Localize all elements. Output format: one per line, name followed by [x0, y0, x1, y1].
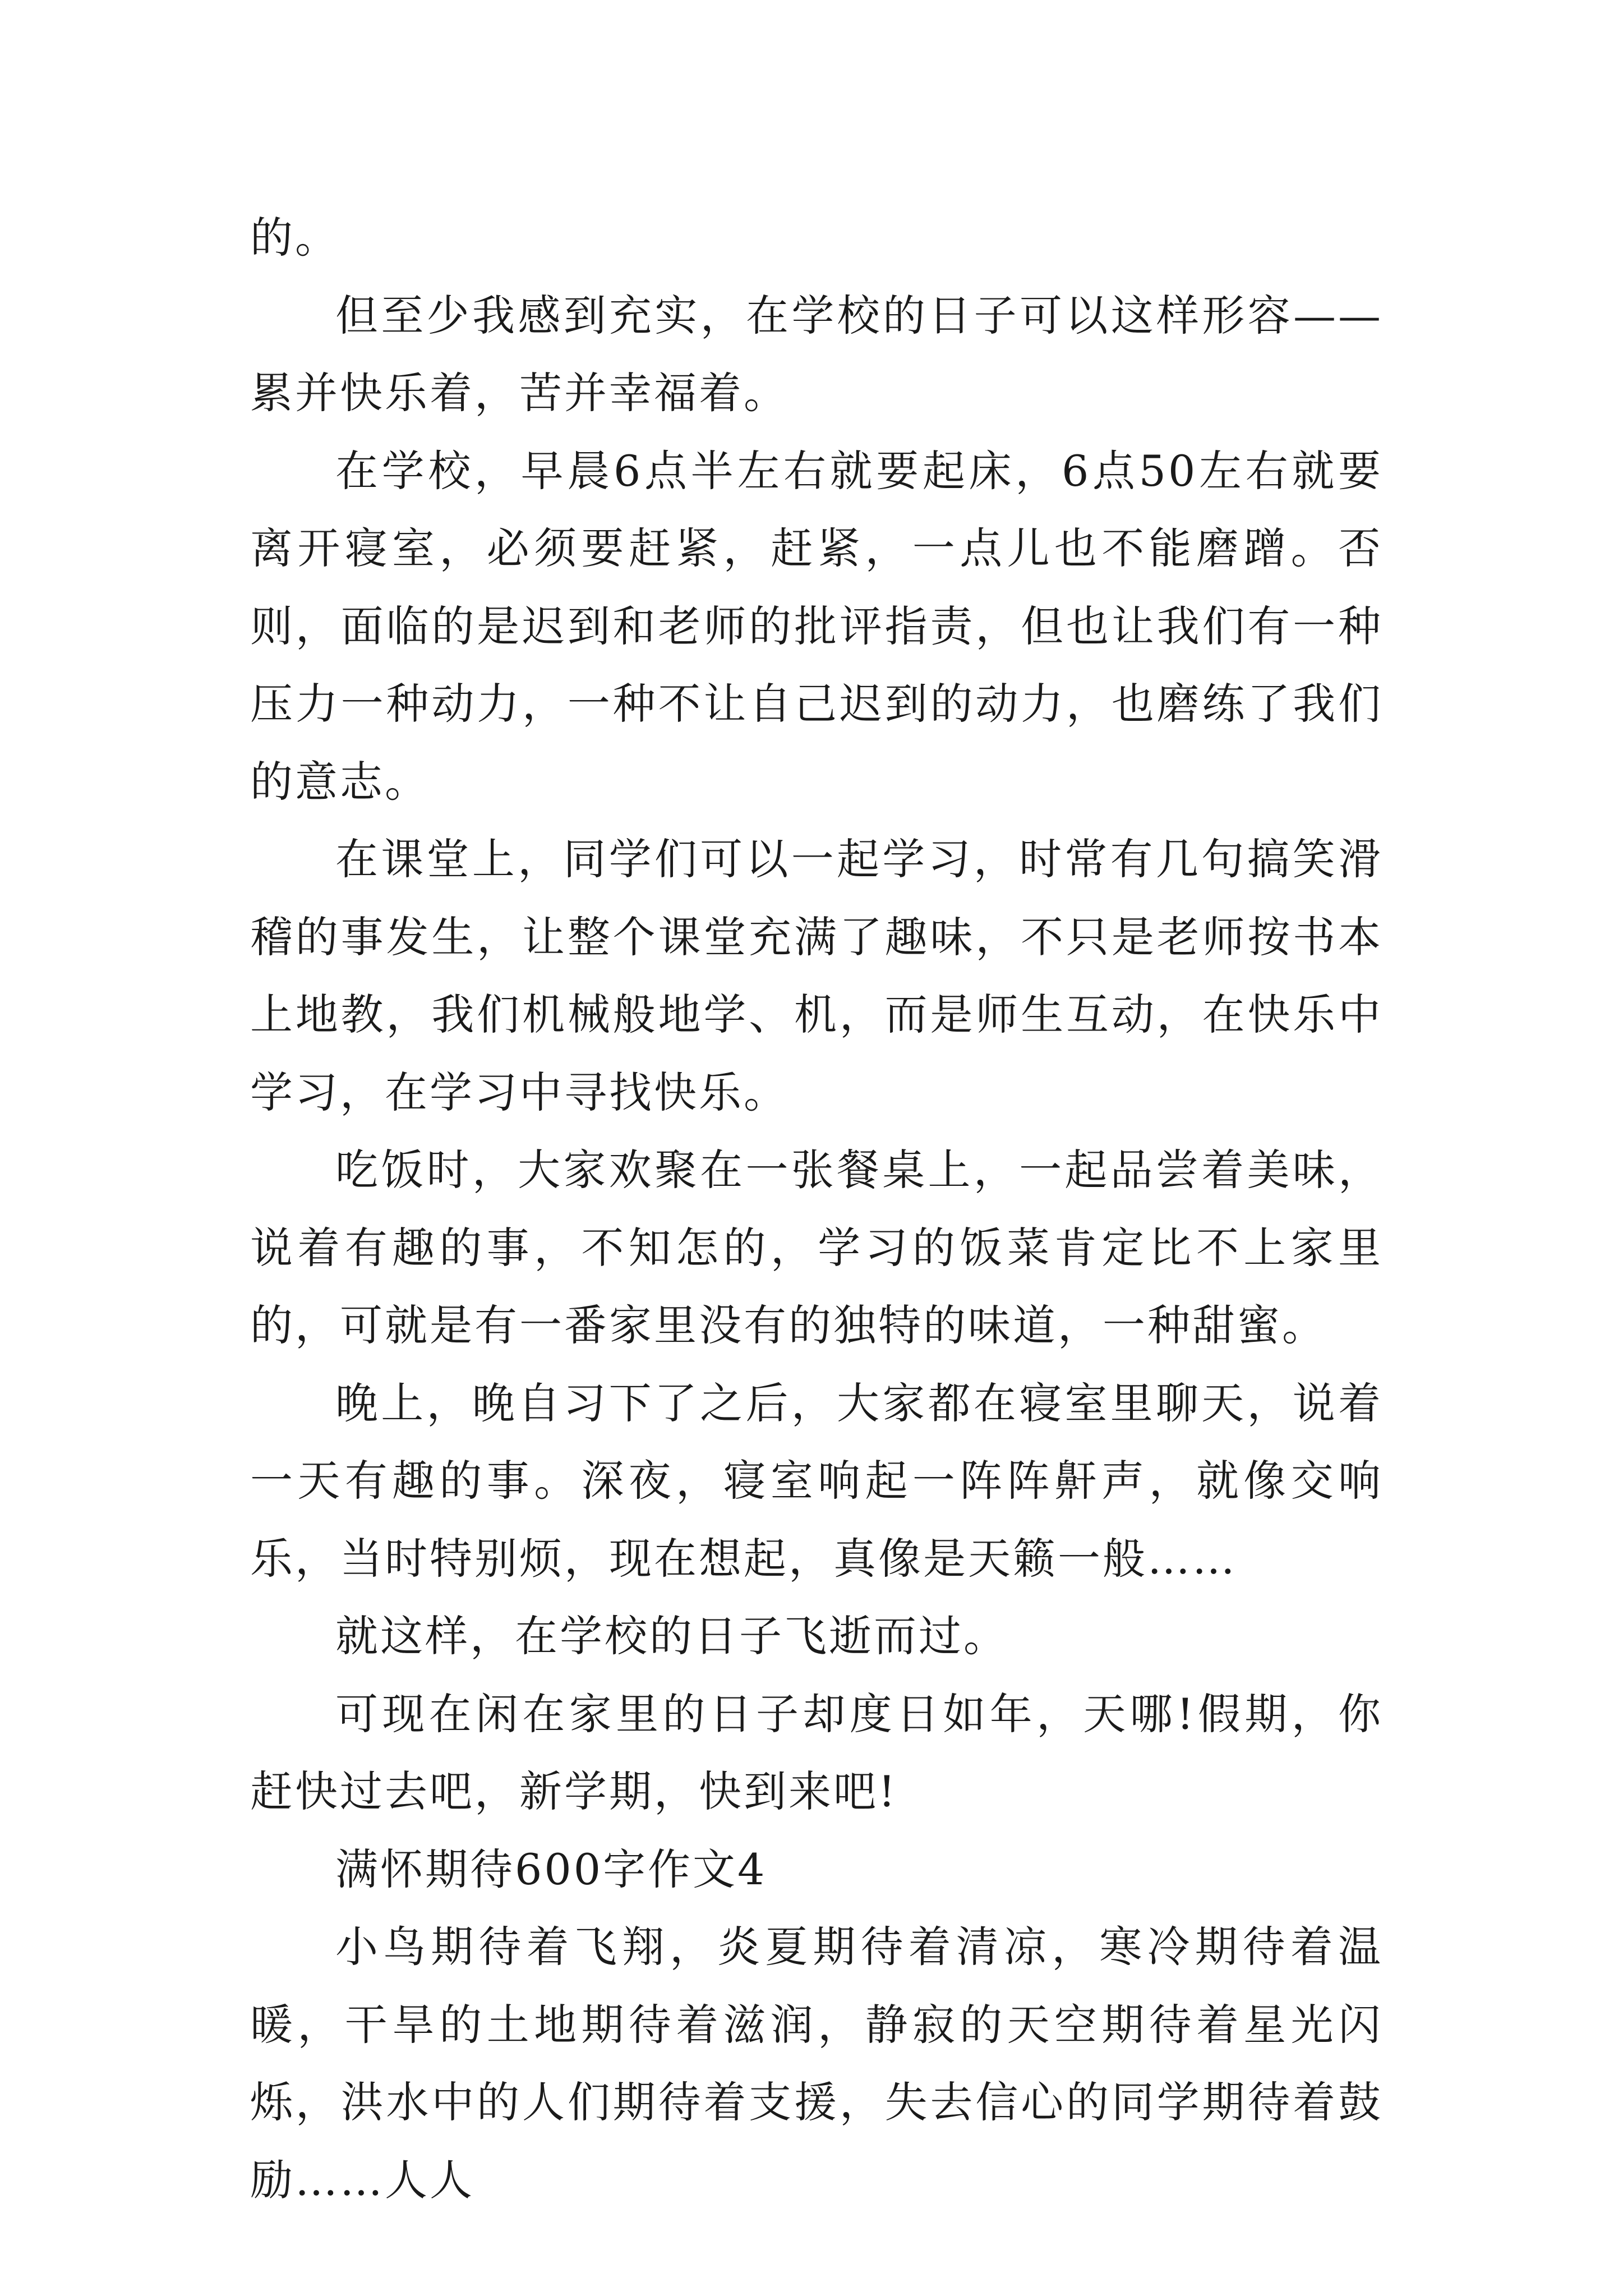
document-body: [250, 199, 1383, 2219]
paragraph: 晚上，晚自习下了之后，大家都在寝室里聊天，说着一天有趣的事。深夜，寝室响起一阵阵鼾声，就像交响乐，当时特别烦，现在想起，真像是天籁一般……: [250, 1378, 1383, 1584]
paragraph: 可现在闲在家里的日子却度日如年，天哪!假期，你赶快过去吧，新学期，快到来吧!: [250, 1688, 1383, 1816]
paragraph: 但至少我感到充实，在学校的日子可以这样形容——累并快乐着，苦并幸福着。: [250, 290, 1383, 418]
paragraph: 在学校，早晨6点半左右就要起床，6点50左右就要离开寝室，必须要赶紧，赶紧，一点儿也不能磨蹭。否则，面临的是迟到和老师的批评指责，但也让我们有一种压力一种动力，一种不让自己迟到的动力，也磨练了我们的意志。: [250, 445, 1383, 807]
paragraph: 就这样，在学校的日子飞逝而过。: [335, 1611, 1008, 1661]
paragraph-continuation: 的。: [250, 213, 340, 263]
paragraph: 小鸟期待着飞翔，炎夏期待着清凉，寒冷期待着温暖，干旱的土地期待着滋润，静寂的天空期待着星光闪烁，洪水中的人们期待着支援，失去信心的同学期待着鼓励……人人: [250, 1922, 1383, 2205]
paragraph: 在课堂上，同学们可以一起学习，时常有几句搞笑滑稽的事发生，让整个课堂充满了趣味，不只是老师按书本上地教，我们机械般地学、机，而是师生互动，在快乐中学习，在学习中寻找快乐。: [250, 834, 1383, 1117]
section-title: 满怀期待600字作文4: [335, 1844, 767, 1894]
paragraph: 吃饭时，大家欢聚在一张餐桌上，一起品尝着美味，说着有趣的事，不知怎的，学习的饭菜肯定比不上家里的，可就是有一番家里没有的独特的味道，一种甜蜜。: [250, 1145, 1383, 1350]
